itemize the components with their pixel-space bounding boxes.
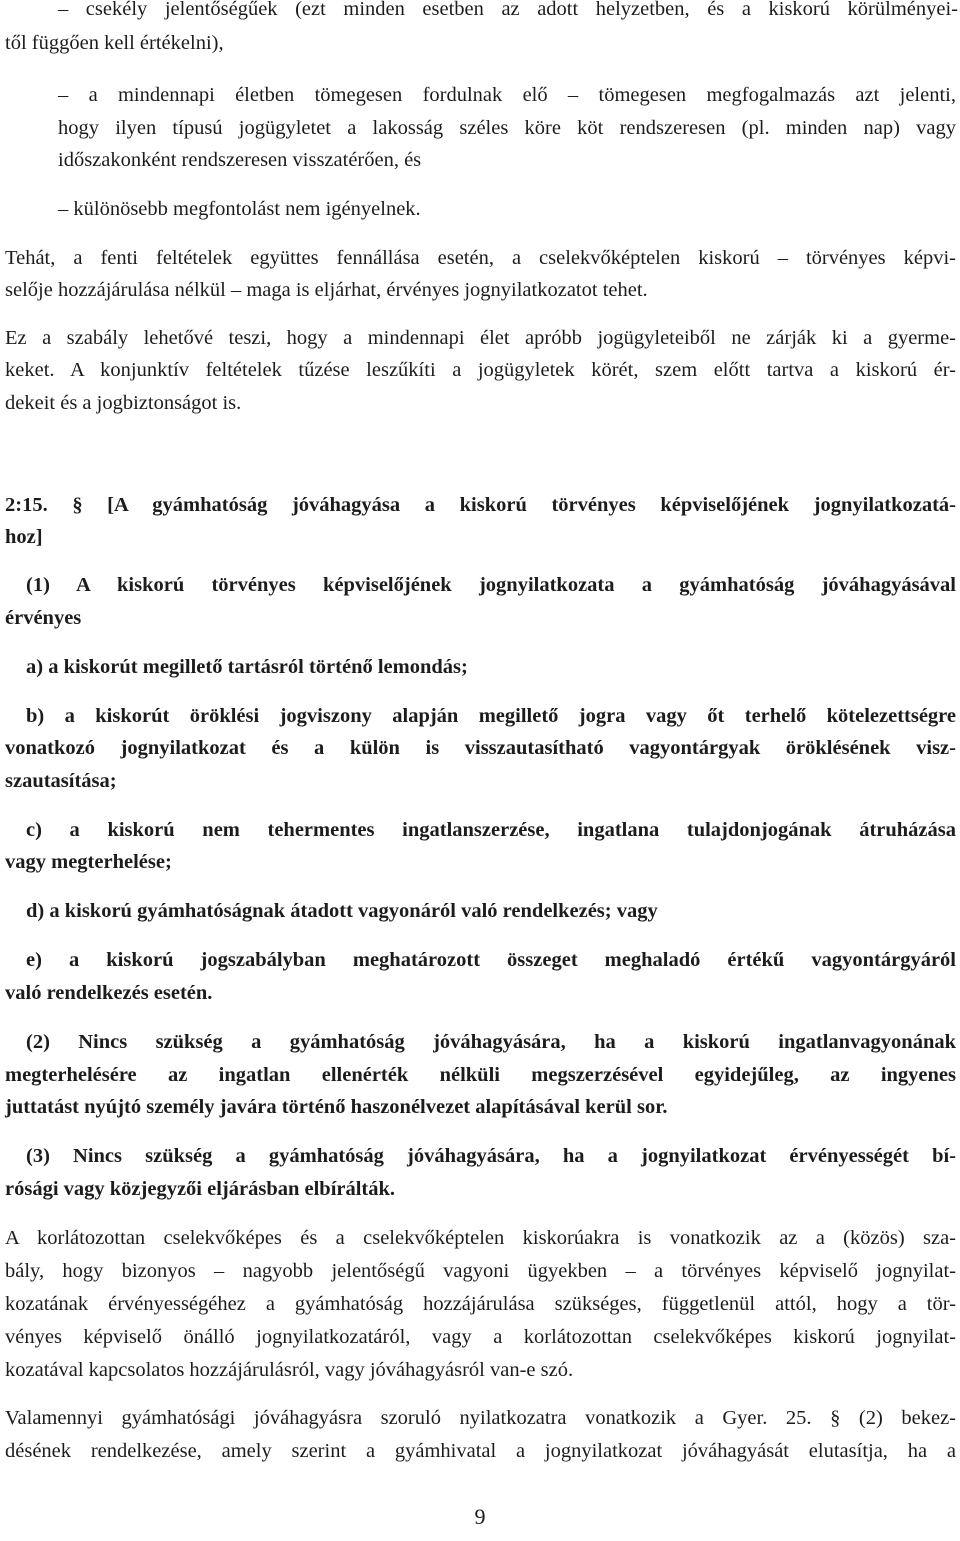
paragraph-line: selője hozzájárulása nélkül – maga is eljárhat, érvényes jognyilatkozatot tehet. xyxy=(5,279,648,301)
paragraph-line: vényes képviselő önálló jognyilatkozatáról, vagy a korlátozottan cselekvőképes kiskorú jognyilat- xyxy=(5,1326,956,1348)
page-number: 9 xyxy=(474,1504,486,1529)
list-item-c: vagy megterhelése; xyxy=(5,851,172,873)
list-item-e: való rendelkezés esetén. xyxy=(5,982,213,1004)
subsection-2: (2) Nincs szükség a gyámhatóság jóváhagyására, ha a kiskorú ingatlanvagyonának xyxy=(26,1031,956,1053)
list-item-b: vonatkozó jognyilatkozat és a külön is visszautasítható vagyontárgyak öröklésének visz- xyxy=(5,737,956,759)
list-item-d: d) a kiskorú gyámhatóságnak átadott vagyonáról való rendelkezés; vagy xyxy=(26,900,658,922)
paragraph-line: désének rendelkezése, amely szerint a gyámhivatal a jognyilatkozat jóváhagyását elutasítja, ha a xyxy=(5,1440,956,1462)
list-item-c: c) a kiskorú nem tehermentes ingatlanszerzése, ingatlana tulajdonjogának átruházása xyxy=(26,819,956,841)
subsection-2: megterhelésére az ingatlan ellenérték nélküli megszerzésével egyidejűleg, az ingyenes xyxy=(5,1064,956,1086)
subsection-3: rósági vagy közjegyzői eljárásban elbírálták. xyxy=(5,1178,396,1200)
paragraph-line: Ez a szabály lehetővé teszi, hogy a mindennapi élet apróbb jogügyleteiből ne zárják ki a gyerme- xyxy=(5,327,956,349)
list-item-line: – a mindennapi életben tömegesen fordulnak elő – tömegesen megfogalmazás azt jelenti, xyxy=(58,84,956,106)
paragraph-line: bály, hogy bizonyos – nagyobb jelentőségű vagyoni ügyekben – a törvényes képviselő jognyilat- xyxy=(5,1260,956,1282)
list-item-line: – különösebb megfontolást nem igényelnek. xyxy=(58,198,421,220)
paragraph-line: kozatának érvényességéhez a gyámhatóság hozzájárulása szükséges, függetlenül attól, hogy a tör- xyxy=(5,1293,956,1315)
section-heading: hoz] xyxy=(5,526,43,548)
list-item-line: időszakonként rendszeresen visszatérően, és xyxy=(58,149,422,171)
paragraph-line: A korlátozottan cselekvőképes és a cselekvőképtelen kiskorúakra is vonatkozik az a (közös) sza- xyxy=(5,1227,956,1249)
paragraph-line: Tehát, a fenti feltételek együttes fennállása esetén, a cselekvőképtelen kiskorú – törvényes képvi- xyxy=(5,247,956,269)
paragraph-line: dekeit és a jogbiztonságot is. xyxy=(5,392,242,414)
list-item-line: hogy ilyen típusú jogügyletet a lakosság széles köre köt rendszeresen (pl. minden nap) vagy xyxy=(58,117,956,139)
paragraph-line: kozatával kapcsolatos hozzájárulásról, vagy jóváhagyásról van-e szó. xyxy=(5,1359,574,1381)
paragraph-line: keket. A konjunktív feltételek tűzése leszűkíti a jogügyletek körét, szem előtt tartva a kiskorú ér- xyxy=(5,359,956,381)
list-item-b: szautasítása; xyxy=(5,770,117,792)
list-item-line: – csekély jelentőségűek (ezt minden esetben az adott helyzetben, és a kiskorú körülményei- xyxy=(58,0,958,20)
list-item-e: e) a kiskorú jogszabályban meghatározott összeget meghaladó értékű vagyontárgyáról xyxy=(26,949,956,971)
list-item-line: től függően kell értékelni), xyxy=(5,32,224,54)
subsection-1: érvényes xyxy=(5,607,82,629)
subsection-2: juttatást nyújtó személy javára történő haszonélvezet alapításával kerül sor. xyxy=(5,1096,668,1118)
list-item-a: a) a kiskorút megillető tartásról történő lemondás; xyxy=(26,656,468,678)
list-item-b: b) a kiskorút öröklési jogviszony alapján megillető jogra vagy őt terhelő kötelezettségre xyxy=(26,705,956,727)
subsection-1: (1) A kiskorú törvényes képviselőjének jognyilatkozata a gyámhatóság jóváhagyásával xyxy=(26,574,956,596)
subsection-3: (3) Nincs szükség a gyámhatóság jóváhagyására, ha a jognyilatkozat érvényességét bí- xyxy=(26,1145,956,1167)
section-heading: 2:15. § [A gyámhatóság jóváhagyása a kiskorú törvényes képviselőjének jognyilatkozatá- xyxy=(5,494,956,516)
paragraph-line: Valamennyi gyámhatósági jóváhagyásra szoruló nyilatkozatra vonatkozik a Gyer. 25. § (2) bekez- xyxy=(5,1407,956,1429)
